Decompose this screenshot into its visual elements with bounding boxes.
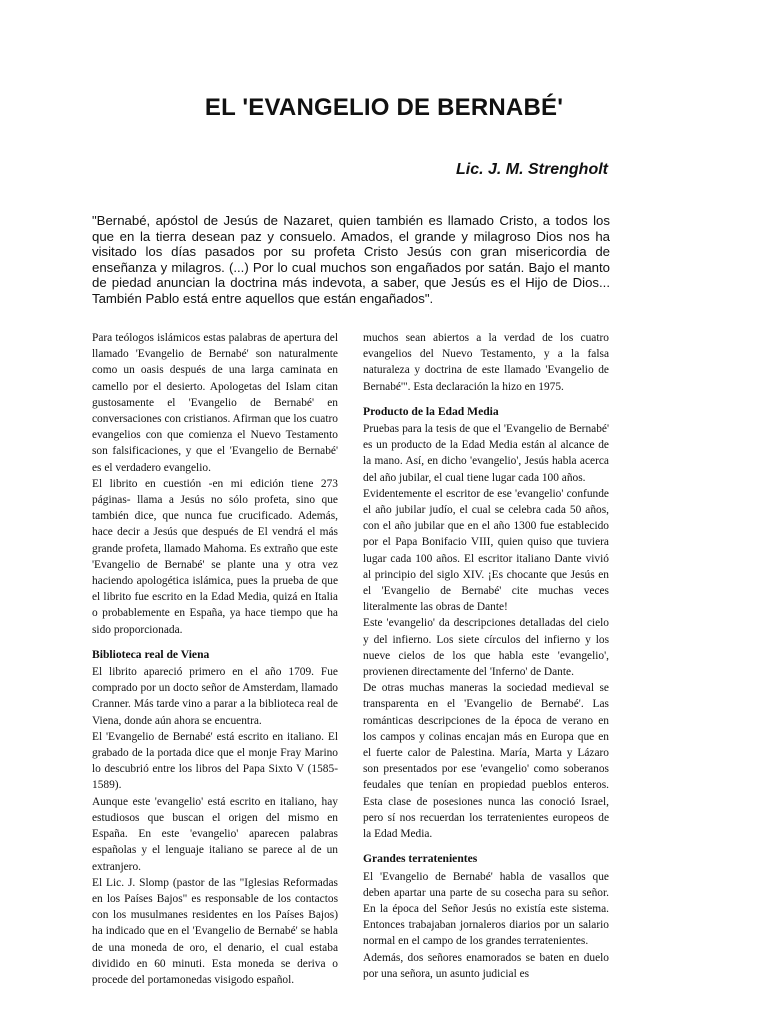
paragraph: muchos sean abiertos a la verdad de los cuatro evangelios del Nuevo Testamento, y a la falsa naturaleza y doctrina de este llamado 'Evangelio de Bernabé'". Esta declaración la hizo en 1975. — [363, 332, 609, 393]
epigraph-quote: "Bernabé, apóstol de Jesús de Nazaret, quien también es llamado Cristo, a todos los que en la tierra desean paz y consuelo. Amados, el grande y milagroso Dios nos ha visitado los días pasados por su profeta Cristo Jesús con gran misericordia de enseñanza y milagros. (...) Por lo cual muchos son engañados por satán. Bajo el manto de piedad anuncian la doctrina más indevota, a saber, que Jesús es el Hijo de Dios... También Pablo está entre aquellos que están engañados". — [92, 213, 610, 306]
paragraph: Además, dos señores enamorados se baten en duelo por una señora, un asunto judicial es — [363, 951, 609, 980]
paragraph: El 'Evangelio de Bernabé' está escrito en italiano. El grabado de la portada dice que el monje Fray Marino lo descubrió entre los libros del Papa Sixto V (1585-1589). — [92, 730, 338, 792]
section-heading: Biblioteca real de Viena — [92, 647, 210, 661]
left-column — [92, 330, 338, 988]
paragraph: El Lic. J. Slomp (pastor de las "Iglesias Reformadas en los Países Bajos" es responsable de los contactos con los musulmanes residentes en los Países Bajos) ha indicado que en el 'Evangelio de Bernabé' se habla de una moneda de oro, el denario, el cual estaba dividido en 60 minuti. Esta moneda se deriva o procede del portamonedas visigodo español. — [92, 876, 338, 986]
paragraph: Evidentemente el escritor de ese 'evangelio' confunde el año jubilar judío, el cual se celebra cada 50 años, con el año jubilar que en el año 1300 fue establecido por el Papa Bonifacio VIII, quien quiso que tuviera lugar cada 100 años. El escritor italiano Dante vivió al principio del siglo XIV. ¡Es chocante que Jesús en el 'Evangelio de Bernabé' cite muchas veces literalmente las obras de Dante! — [363, 487, 609, 614]
paragraph: El 'Evangelio de Bernabé' habla de vasallos que deben apartar una parte de su cosecha para su señor. En la época del Señor Jesús no existía este sistema. Entonces trabajaban jornaleros diarios por un salario normal en el campo de los grandes terratenientes. — [363, 870, 609, 948]
right-column — [363, 330, 609, 982]
paragraph: El librito en cuestión -en mi edición tiene 273 páginas- llama a Jesús no sólo profeta, sino que también dice, que nunca fue crucificado. Además, hace decir a Jesús que después de El vendrá el más grande profeta, llamado Mahoma. Es extraño que este 'Evangelio de Bernabé' se plante una y otra vez haciendo apologética islámica, pues la prueba de que el librito fue escrito en la Edad Media, quizá en Italia o probablemente en España, ya hace tiempo que ha sido proporcionada. — [92, 477, 338, 636]
section-heading: Grandes terratenientes — [363, 852, 478, 866]
paragraph: De otras muchas maneras la sociedad medieval se transparenta en el 'Evangelio de Bernabé'. Las románticas descripciones de la época de verano en los campos y colinas encajan más en Europa que en el fuerte calor de Palestina. María, Marta y Lázaro son presentados por ese 'evangelio' como soberanos feudales que tenían en propiedad pueblos enteros. Esta clase de posesiones nunca las conoció Israel, pero sí nos recuerdan los terratenientes europeos de la Edad Media. — [363, 682, 609, 841]
author-name: Lic. J. M. Strengholt — [455, 161, 608, 178]
section-heading: Producto de la Edad Media — [363, 404, 499, 418]
paragraph: Para teólogos islámicos estas palabras de apertura del llamado 'Evangelio de Bernabé' son naturalmente como un oasis después de una larga caminata en camello por el desierto. Apologetas del Islam citan gustosamente el 'Evangelio de Bernabé' en conversaciones con cristianos. Afirman que los cuatro evangelios con que comienza el Nuevo Testamento son falsificaciones, y que el 'Evangelio de Bernabé' es el verdadero evangelio. — [92, 332, 338, 474]
paragraph: Este 'evangelio' da descripciones detalladas del cielo y del infierno. Los siete círculos del infierno y los nueve cielos de los que habla este 'evangelio', provienen directamente del 'Inferno' de Dante. — [363, 617, 609, 679]
paragraph: Pruebas para la tesis de que el 'Evangelio de Bernabé' es un producto de la Edad Media están al alcance de la mano. Así, en dicho 'evangelio', Jesús habla acerca del año jubilar, el cual tiene lugar cada 100 años. — [363, 423, 609, 484]
paragraph: El librito apareció primero en el año 1709. Fue comprado por un docto señor de Amsterdam, llamado Cranner. Más tarde vino a parar a la biblioteca real de Viena, donde aún ahora se encuentra. — [92, 666, 338, 727]
document-title: EL 'EVANGELIO DE BERNABÉ' — [204, 94, 564, 121]
paragraph: Aunque este 'evangelio' está escrito en italiano, hay estudiosos que buscan el origen del mismo en España. En este 'evangelio' aparecen palabras españolas y el lenguaje italiano se parece al de un extranjero. — [92, 795, 338, 873]
